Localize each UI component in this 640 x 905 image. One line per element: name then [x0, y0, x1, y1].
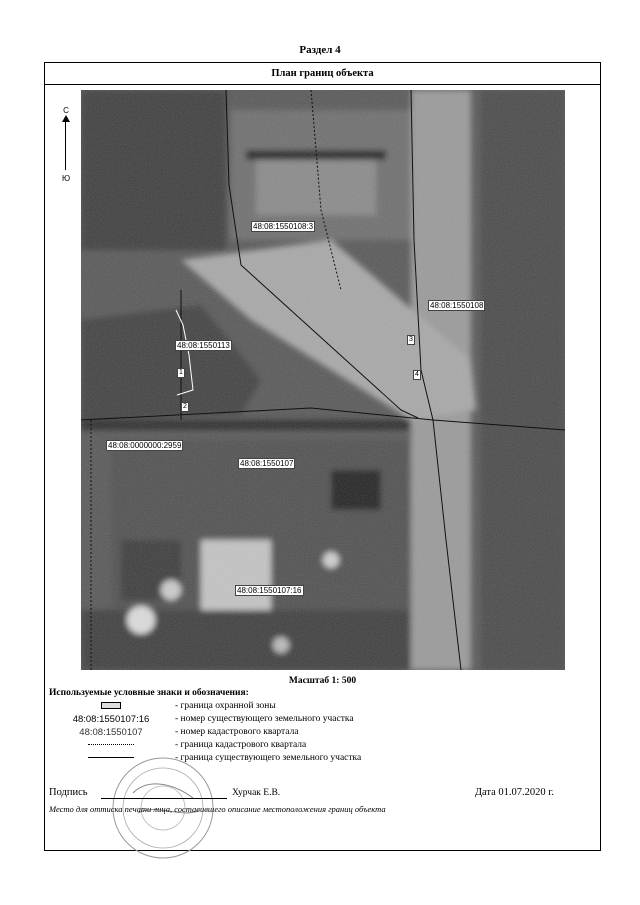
- dotted-line-icon: [51, 740, 171, 750]
- signature-date: Дата 01.07.2020 г.: [474, 787, 554, 798]
- legend-parcel-number: 48:08:1550107:16: [72, 714, 150, 725]
- legend-quarter-number: 48:08:1550107: [79, 727, 143, 738]
- compass-south-label: Ю: [61, 174, 71, 183]
- compass-north-label: С: [63, 106, 69, 115]
- signature-label: Подпись: [49, 787, 88, 798]
- seal-place-note: Место для оттиска печати лица, составившего описание местоположения границ объекта: [49, 804, 386, 814]
- quarter-label: 48:08:1550113: [177, 341, 230, 350]
- legend-item: 48:08:1550107 - номер кадастрового квартала: [45, 727, 600, 738]
- legend-item: - граница существующего земельного участка: [45, 753, 600, 764]
- legend-item: 48:08:1550107:16 - номер существующего земельного участка: [45, 714, 600, 725]
- north-arrow-icon: [58, 106, 74, 186]
- plan-title: План границ объекта: [45, 63, 600, 85]
- legend-title: Используемые условные знаки и обозначения:: [49, 688, 249, 698]
- legend-item: - граница кадастрового квартала: [45, 740, 600, 751]
- signature-line: [101, 798, 227, 799]
- aerial-photo: [81, 90, 565, 670]
- quarter-label: 48:08:1550107: [240, 459, 294, 468]
- legend-item: - граница охранной зоны: [45, 701, 600, 712]
- arrow-head: [62, 115, 70, 122]
- plan-frame: [44, 62, 601, 851]
- zone-hatch-icon: [51, 701, 171, 711]
- point-marker: 2: [183, 403, 187, 410]
- section-title: Раздел 4: [299, 44, 341, 56]
- parcel-label: 48:08:1550107:16: [237, 586, 302, 595]
- point-marker: 1: [179, 369, 183, 376]
- signature-row: [49, 787, 594, 801]
- quarter-label: 48:08:1550108: [430, 301, 484, 310]
- arrow-shaft: [65, 118, 66, 170]
- aerial-map: [81, 90, 565, 670]
- parcel-label: 48:08:1550108:3: [253, 222, 314, 231]
- parcel-label: 48:08:0000000:2959: [108, 441, 182, 450]
- point-marker: 4: [415, 371, 419, 378]
- signer-name: Хурчак Е.В.: [232, 788, 281, 798]
- map-scale: Масштаб 1: 500: [288, 676, 357, 686]
- point-marker: 3: [409, 336, 413, 343]
